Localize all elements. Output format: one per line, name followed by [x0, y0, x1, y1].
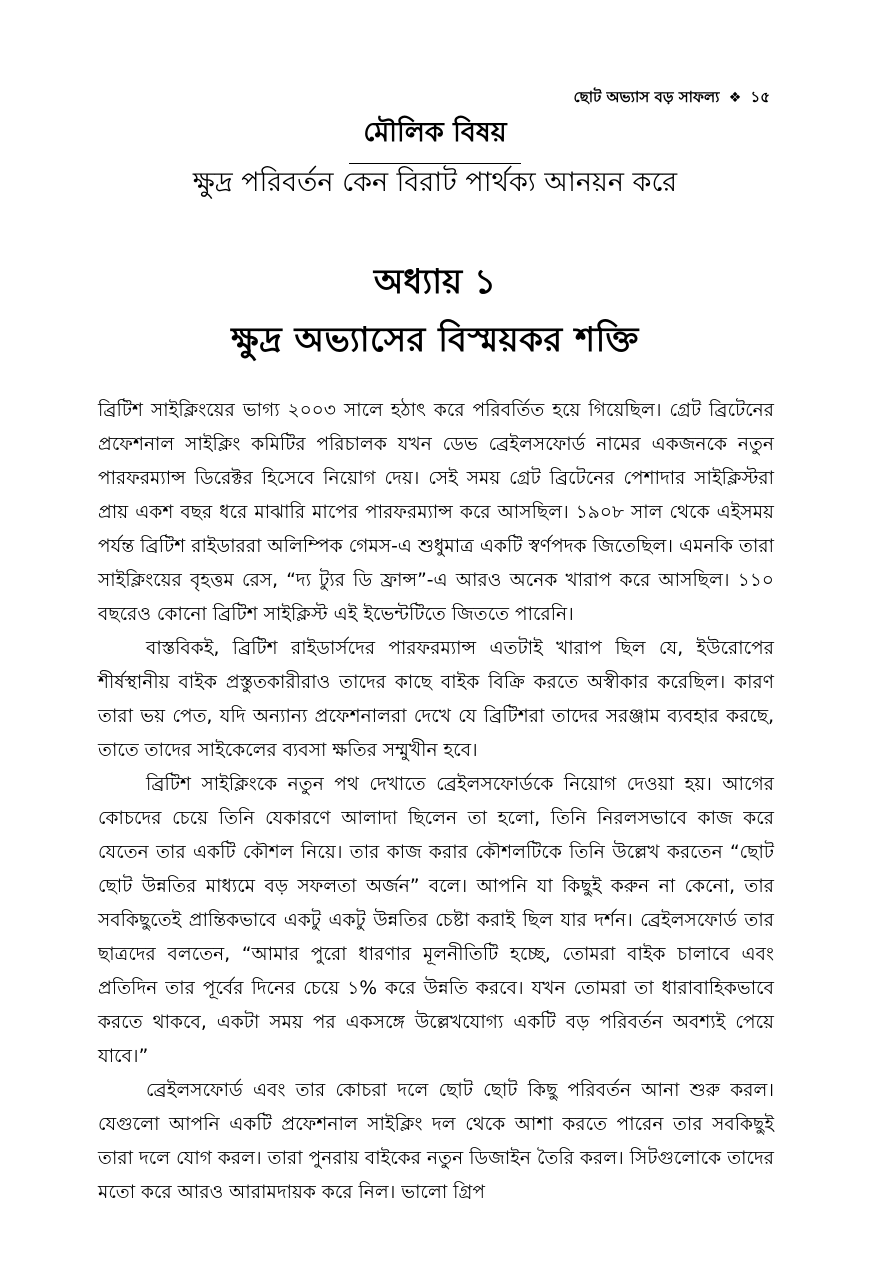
paragraph-3: ব্রিটিশ সাইক্লিংকে নতুন পথ দেখাতে ব্রেইলসফোর্ডকে নিয়োগ দেওয়া হয়। আগের কোচদের চেয়ে তিনি যেকারণে আলাদা ছিলেন তা হলো, তিনি নিরলসভাবে কাজ করে যেতেন তার একটি কৌশল নিয়ে। তার কাজ করার কৌশলটিকে তিনি উল্লেখ করতেন “ছোট ছোট উন্নতির মাধ্যমে বড় সফলতা অর্জন” বলে। আপনি যা কিছুই করুন না কেনো, তার সবকিছুতেই প্রান্তিকভাবে একটু একটু উন্নতির চেষ্টা করাই ছিল যার দর্শন। ব্রেইলসফোর্ড তার ছাত্রদের বলতেন, “আমার পুরো ধারণার মূলনীতিটি হচ্ছে, তোমরা বাইক চালাবে এবং প্রতিদিন তার পূর্বের দিনের চেয়ে ১% করে উন্নতি করবে। যখন তোমরা তা ধারাবাহিকভাবে করতে থাকবে, একটা সময় পর একসঙ্গে উল্লেখযোগ্য একটি বড় পরিবর্তন অবশ্যই পেয়ে যাবে।” [98, 774, 774, 1067]
chapter-title: ক্ষুদ্র অভ্যাসের বিস্ময়কর শক্তি [231, 320, 639, 360]
body-text [98, 394, 774, 1210]
paragraph-2: বাস্তবিকই, ব্রিটিশ রাইডার্সদের পারফরম্যান্স এতটাই খারাপ ছিল যে, ইউরোপের শীর্ষস্থানীয় বাইক প্রস্তুতকারীরাও তাদের কাছে বাইক বিক্রি করতে অস্বীকার করেছিল। কারণ তারা ভয় পেত, যদি অন্যান্য প্রফেশনালরা দেখে যে ব্রিটিশরা তাদের সরঞ্জাম ব্যবহার করছে, তাতে তাদের সাইকেলের ব্যবসা ক্ষতির সম্মুখীন হবে। [98, 638, 774, 761]
part-subtitle: ক্ষুদ্র পরিবর্তন কেন বিরাট পার্থক্য আনয়ন করে [192, 167, 678, 198]
running-header-title: ছোট অভ্যাস বড় সাফল্য [573, 88, 720, 106]
paragraph-1: ব্রিটিশ সাইক্লিংয়ের ভাগ্য ২০০৩ সালে হঠাৎ করে পরিবর্তিত হয়ে গিয়েছিল। গ্রেট ব্রিটেনের প্রফেশনাল সাইক্লিং কমিটির পরিচালক যখন ডেভ ব্রেইলসফোর্ড নামের একজনকে নতুন পারফরম্যান্স ডিরেক্টর হিসেবে নিয়োগ দেয়। সেই সময় গ্রেট ব্রিটেনের পেশাদার সাইক্লিস্টরা প্রায় একশ বছর ধরে মাঝারি মাপের পারফরম্যান্স করে আসছিল। ১৯০৮ সাল থেকে এইসময় পর্যন্ত ব্রিটিশ রাইডাররা অলিম্পিক গেমস-এ শুধুমাত্র একটি স্বর্ণপদক জিতেছিল। এমনকি তারা সাইক্লিংয়ের বৃহত্তম রেস, “দ্য ট্যুর ডি ফ্রান্স”-এ আরও অনেক খারাপ করে আসছিল। ১১০ বছরেও কোনো ব্রিটিশ সাইক্লিস্ট এই ইভেন্টটিতে জিততে পারেনি। [98, 400, 774, 625]
part-title [0, 112, 870, 164]
chapter-label: অধ্যায় ১ [373, 262, 497, 302]
paragraph-4: ব্রেইলসফোর্ড এবং তার কোচরা দলে ছোট ছোট কিছু পরিবর্তন আনা শুরু করল। যেগুলো আপনি একটি প্রফেশনাল সাইক্লিং দল থেকে আশা করতে পারেন তার সবকিছুই তারা দলে যোগ করল। তারা পুনরায় বাইকের নতুন ডিজাইন তৈরি করল। সিটগুলোকে তাদের মতো করে আরও আরামদায়ক করে নিল। ভালো গ্রিপ [98, 1080, 774, 1203]
part-title-text: মৌলিক বিষয় [349, 112, 520, 164]
diamond-ornament-icon: ❖ [728, 90, 742, 106]
running-header [574, 86, 770, 111]
page-number: ১৫ [750, 88, 770, 106]
